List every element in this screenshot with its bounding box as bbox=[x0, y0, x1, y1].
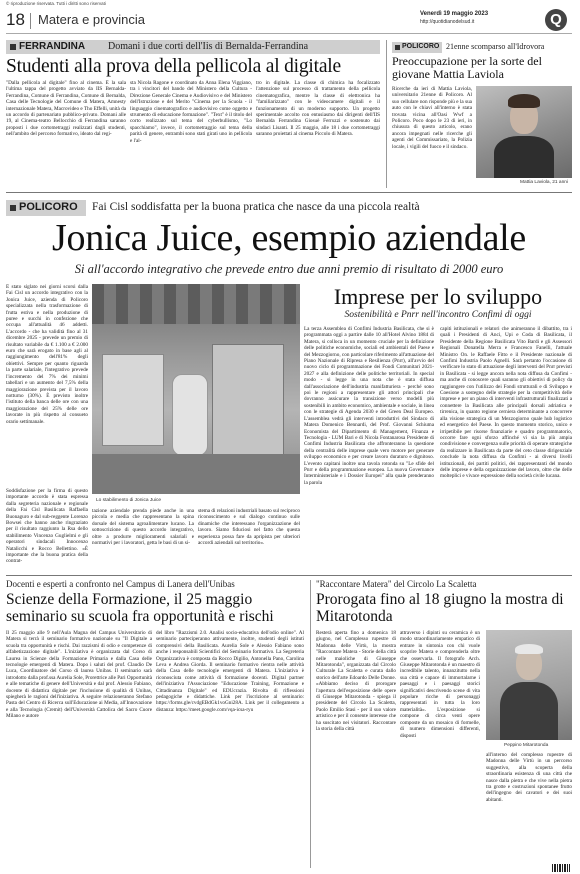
story3-title: Jonica Juice, esempio aziendale bbox=[52, 217, 526, 259]
portrait-body bbox=[494, 136, 554, 178]
header-website[interactable]: http://quotidianodelsud.it bbox=[420, 19, 475, 25]
copyright-line: © riproduzione riservata. Tutti i diritti sono riservati bbox=[6, 1, 106, 6]
photo-machinery-left bbox=[102, 354, 164, 446]
page-number: 18 bbox=[6, 10, 25, 29]
portrait-hair bbox=[508, 94, 540, 108]
newspaper-logo bbox=[545, 9, 567, 31]
story2-kicker-square bbox=[395, 45, 400, 50]
story5-col2: del libro "Razzismi 2.0. Analisi socio-educativa dell'odio online". Al seminario parteciperanno attivamente, inoltre, studenti degli istituti comprensivi della Basilicata. Aurelia Sole e Alessio Fabiano sono anche i responsabili Scientifici del Seminario formativo. La Segreteria Organizzativa è composta da Rocco Digilio, Antonella Pano, Carolina Leva e Andrea Giorda. Il seminario formativo rientra nelle attività della Casa delle tecnologie emergenti di Matera. L'iniziativa è riconosciuta come attività di formazione docenti. Digital partner dell'iniziativa l'Associazione "Educazione Training, Formazione e Cittadinanza Digitale" ed EDUcrazia. Rivolta di riflessioni pedagogiche e didattiche. Link per l'iscrizione al seminario: https://forms.gle/cvdgEBdGk1voGni28A. Link per il collegamento a distanza: https://meet.google.com/vqa-icsa-ryu bbox=[156, 630, 304, 713]
story4-col1: La terza Assemblea di Confimi Industria Basilicata, che si è programmata oggi a partire dalle 10 all'Hotel Alvino 1884 di Matera, si colloca in un momento cruciale per la definizione delle politiche economiche, sociali ed ambientali del Paese e del Mezzogiorno, con particolare riferimento all'attuazione del Piano Nazionale di Ripresa e Resilienza (Pnrr), all'avvio del nuovo ciclo di programmazione dei Fondi Comunitari 2021-2027 e alla definizione delle politiche territoriali. In special modo - si legge in una nota che è stata diffusa dall'associazione dell'industria manifatturiera - perché sono poi le regioni a rappresentare gli attori principali che dovranno assicurare la transizione verso modelli più sostenibili in ambito economico, ambientale e sociale, in linea con le strategie di Agenda 2030 e del Green Deal Europeo. L'assemblea vedrà gli interventi introduttivi del Sindaco di Matera Domenico Bennardi, del Prof. Giovanni Schiuma Economista del Dipartimento di Management, Finanza e Tecnologia - LUM Bari e di Nicola Fontanarosa Presidente di Confimi Industria Basilicata che affronteranno la questione della centralità delle imprese quale vero motore per generare sviluppo economico e per creare lavoro duraturo e dignitoso. L'evento capitani inoltre una tavola rotonda su "Le sfide del Pnrr e della programmazione europea. La nuova Governance Interministeriale e i Dossier Europei" alla quale prenderanno la parola bbox=[304, 326, 434, 486]
story1-col1: "Dalla pellicola al digitale" fino al cinema. È la sala l'ultima tappa del progetto avviato da IIS Bernalda-Ferrandina, Comune di Ferrandina, Comune di Bernalda, Casa delle Tecnologie del Comune di Matera, Amnesty internazionale Matera, Macrovideo e Tho Effelli, unità da un accordo di partenariato pubblico-privato. Domani alle 19, al Cinema-teatro Bellocchio di Ferrandina saranno proposti i due cortometraggi realizzati dagli studenti, nell'ambito del percorso formativo, ideato dal regi- bbox=[6, 80, 126, 138]
portrait-body bbox=[500, 682, 558, 740]
story1-title: Studenti alla prova della pellicola al digitale bbox=[6, 56, 341, 77]
photo-tank bbox=[172, 374, 208, 456]
story6-title: Prorogata fino al 18 giugno la mostra di Mitarotonda bbox=[316, 591, 564, 625]
story2-photo bbox=[476, 86, 572, 178]
story6-photo bbox=[486, 630, 572, 740]
barcode-icon bbox=[552, 864, 570, 872]
story1-kicker: Domani i due corti dell'Iis di Bernalda-Ferrandina bbox=[108, 41, 309, 52]
logo-letter: Q bbox=[550, 11, 562, 28]
story6-caption: Peppino Mitarotonda bbox=[504, 743, 549, 748]
rule-mid-top bbox=[6, 192, 572, 193]
header-rule bbox=[6, 33, 572, 34]
story4-subtitle: Sostenibilità e Pnrr nell'incontro Confimi di oggi bbox=[344, 310, 532, 320]
story1-col3: tro in digitale. La classe di chimica ha focalizzato l'attenzione sul processo di trattamento della pellicola cinematografica, mentre la classe di elettronica ha "familiarizzato" con le videocamere digitali e il funzionamento di un moderno supporto. Un progetto sperimentale accolto con entusiasmo dai dirigenti dell'IIS Bernalda Ferrandina Giosuè Ferruzzi e sostenuto dai sindaci Lisanti. Il 25 maggio, alle 18 i due cortometraggi saranno proiettati al cinema Piccolo di Matera. bbox=[256, 80, 380, 138]
header-divider bbox=[30, 13, 31, 29]
story3-photo bbox=[92, 284, 300, 494]
story5-col1: Il 25 maggio alle 9 nell'Aula Magna del Campus Universitario di Matera si terrà il seminario formativo nazionale su "Il Digitale a scuola tra opportunità e rischi. Dai razzismi di odio e competenze di alfabetizzazione digitale". L'iniziativa è organizzata dal Corso di Laurea in Scienze della Formazione Primaria e dalla Casa delle tecnologie emergenti di Matera. Dopo i saluti del prof. Claudio De Luca, Coordinatore del Corso di laurea Unibas. Il seminario sarà introdotto dalla prof.ssa Aurelia Sole, Prorettrice alle Pari Opportunità e alle tematiche di genere dell'Università e dal prof. Alessio Fabiano, docente di didattica digitale per l'inclusione di qualità di Unibas, spiegherà le ragioni dell'iniziativa. A seguire relazioneranno Stefano Pasta del Centro di Ricerca sull'Educazione ai Media, all'Innovazione e alla Tecnologia (Cremit) dell'Università Cattolica del Sacro Cuore Milano e autore bbox=[6, 630, 152, 720]
story3-photo-caption: Lo stabilimento di Jonica Juice bbox=[96, 498, 162, 503]
story6-col1: Resterà aperta fino a domenica 18 giugno, nel Complesso rupestre di Madonna delle Virtù, la mostra "Raccontare Matera - Storie della città nelle maioliche di Giuseppe Mitarotonda", organizzata dal Circolo Culturale La Scaletta e curata dallo storico dell'arte Edoardo Delle Donne. «Abbiamo deciso di prorogare l'apertura dell'esposizione delle opere di Giuseppe Mitarotonda - spiega il presidente del Circolo La Scaletta, Paolo Emilio Stasi - per il suo valore artistico e per il consente interesse che ha suscitato nei visitatori. Raccontare la storia della città bbox=[316, 630, 396, 733]
story3-below1: tazione aziendale prenda piede anche in una piccola e media che rappresentano la spina dorsale del sistema agroalimentare lucano. La sottoscrizione di questo accordo integrativo, oltre a produrre miglioramenti salariali e normativi per i lavoratori, getta le basi di un si- bbox=[92, 508, 194, 547]
story6-kicker: "Raccontare Matera" del Circolo La Scaletta bbox=[316, 579, 477, 589]
photo-ceiling bbox=[92, 284, 300, 324]
story5-kicker: Docenti e esperti a confronto nel Campus di Lanera dell'Unibas bbox=[6, 579, 235, 589]
story4-col2: capiti istituzionali e relatori che animeranno il dibattito, tra i quali i Presidenti di Anci, Upi e Coda di Basilicata, il Presidente della Regione Basilicata Vito Bardi e gli Assessori Regionali Donatella Merra e Francesco Fanelli, l'attuale Ministro On. le Raffaele Fitto e il Presidente nazionale di Confimi Industria Paolo Agnelli. Sarà pertanto l'occasione di verificare lo stato di attuazione degli interventi del Pnrr previsti in Basilicata - si legge ancora nella nota diffusa da Confimi - ma anche di conoscere quali saranno gli obiettivi di policy da raggiungere con l'utilizzo dei Fondi strutturali e di Sviluppo e Coesione a sostegno delle strategie per la competitività delle imprese e per un piano di interventi infrastrutturali finalizzati a connettere la Basilicata alle principali dorsali adriatica e tirrenica, in quanto regione cerniera determinante a concorrere alla visione strategica di un Mezzogiorno quale hub logistico ed energetico del Paese. In questo momento storico, unico e irripetibile per risorse finanziarie e quadro programmatorio, occorre fare ogni sforzo affinché vi sia la più ampia condivisione e convergenza sulle priorità di operare strategiche da realizzare in Basilicata da parte del ceto classe dirigenziale conclude la nota diffusa da Confimi - ai diversi livelli istituzionali, dei partiti politici, dei rappresentanti del mondo delle imprese e della organizzazione del lavoro, oltre che delle molteplici e vivace espressione della società civile lucana. bbox=[440, 326, 572, 480]
story2-kicker-tag: POLICORO bbox=[402, 43, 440, 50]
story2-kicker: 21enne scomparso all'Idrovora bbox=[446, 42, 545, 51]
story3-col2: Soddisfazione per la firma di questo importante accordo è stata espressa dalla segreteria nazionale e regionale della Fai Cisl Basilicata Raffaella Buonaguro e dal sub-reggente Lorenzo Bowsei che hanno anche ringraziato per il risultato raggiunto la Rsa dello stabilimento Vincenzo Guglielmi e gli operatori sindacali Innocenzo Natalicchi e Rocco Bellettino. «È importante che la buona pratica della contrat- bbox=[6, 488, 88, 565]
story3-below2: stema di relazioni industriali basato sul reciproco riconoscimento e sul dialogo continuo sulle dinamiche che interessano l'organizzazione del lavoro. Siamo fiduciosi nel fatto che questa esperienza possa fare da apripista per ulteriori accordi aziendali sul territorio». bbox=[198, 508, 300, 547]
story3-kicker-square bbox=[10, 205, 16, 211]
section-title: Matera e provincia bbox=[38, 12, 145, 27]
story1-col2: sta Nicola Ragone e coordinato da Anna Elena Viggiano, tra i vincitori del bando del Ministero della Cultura - Direzione Generale Cinema e Audiovisivo e del Ministero dell'Istruzione e del Merito "Cinema per la Scuola - il linguaggio cinematografico e audiovisivo come oggetto e strumento di educazione formazione". "Text" è il titolo del corto realizzato sul tema del cyberbullismo, "Lo spacchiamo", invece, il cortometraggio sul tema della parità di genere, entrambi sono stati girati uno in pellicola e l'al- bbox=[130, 80, 252, 144]
story1-kicker-tag: FERRANDINA bbox=[19, 41, 86, 52]
portrait-hair bbox=[515, 644, 543, 654]
story5-title: Scienze della Formazione, il 25 maggio seminario su scuola fra opportunità e rischi bbox=[6, 591, 274, 625]
rule-bottom-top bbox=[6, 575, 572, 576]
story6-col3: all'interno del complesso rupestre di Madonna delle Virtù in un percorso suggestivo, alla scoperta della straordinaria esistenza di una città che nasce dalla pietra e che vive nella pietra tra grotte e costruzioni spontanee frutto dell'ingegno dei cavatori e dei suoi abitanti. bbox=[486, 752, 572, 803]
story2-caption: Mattia Laviola, 21 anni bbox=[520, 180, 568, 185]
story6-col2: attraverso i dipinti su ceramica è un modo straordinariamente empatico di entrare in sintonia con chi vuole scoprire Matera e comprenderla oltre che osservarla. Il fotografo Arch. Giuseppe Mitarotonda è un maestro di incredibile talento, innanzitutto nella sua città e capace di immortalarne i paesaggi e i paesaggi storici significativi descrivendo scene di vita popolare ricche di personaggi rappresentati in tutta la loro materialità». L'esposizione si compone di circa venti opere composte da un mosaico di formelle, di numero dimensioni differenti, disposti bbox=[400, 630, 480, 739]
story3-subtitle: Si all'accordo integrativo che prevede entro due anni premio di risultato di 2000 euro bbox=[74, 262, 504, 276]
photo-floor bbox=[92, 454, 300, 494]
story2-title: Preoccupazione per la sorte del giovane Mattia Laviola bbox=[392, 54, 542, 81]
header-date: Venerdì 19 maggio 2023 bbox=[420, 11, 489, 17]
story6-divider bbox=[310, 580, 311, 868]
photo-machinery-right bbox=[212, 344, 284, 456]
story3-col1: È stato siglato nei giorni scorsi dalla Fai Cisl un accordo integrativo con la Jonica Juice, azienda di Policoro specializzata nella trasformazione di frutta estiva e nella produzione di puree e succhi in confezione che occupa all'attualità 46 addetti. L'accordo - che ha validità fino al 31 dicembre 2025 - prevede un premio di risultato variabile da € 1.100 a € 2.000 euro che sarà erogato in base agli al raggiungimento dell'81% degli obiettivi. Sempre per quanto riguarda la parte salariale, l'integrativo prevede l'incremento del 7% dei minimi tabellari e un aumento del 7,5% della maggiorazione prevista per il lavoro notturno (30%). È previsto inoltre l'istituto della banca delle ore con una maggiorazione del 25% delle ore lavorate in più rispetto al consueto orario settimanale. bbox=[6, 284, 88, 425]
story3-kicker: Fai Cisl soddisfatta per la buona pratica che nasce da una piccola realtà bbox=[92, 201, 420, 213]
story3-kicker-tag: POLICORO bbox=[19, 201, 78, 213]
story2-text: Ricerche da ieri di Mattia Laviola, universitario 21enne di Policoro. Al suo cellulare non risponde più e la sua auto con le chiavi all'interno è stata trovata vicina all'Oasi Wwf a Policoro. Poco dopo le 23 di ieri, in chiusura di questo articolo, erano ancora impegnati nelle ricerche gli agenti del Commissariato, la Polizia locale, i vigili del fuoco e il sindaco. bbox=[392, 86, 472, 150]
story4-title: Imprese per lo sviluppo bbox=[333, 284, 543, 309]
story2-divider bbox=[386, 40, 387, 188]
story1-kicker-square bbox=[10, 44, 16, 50]
